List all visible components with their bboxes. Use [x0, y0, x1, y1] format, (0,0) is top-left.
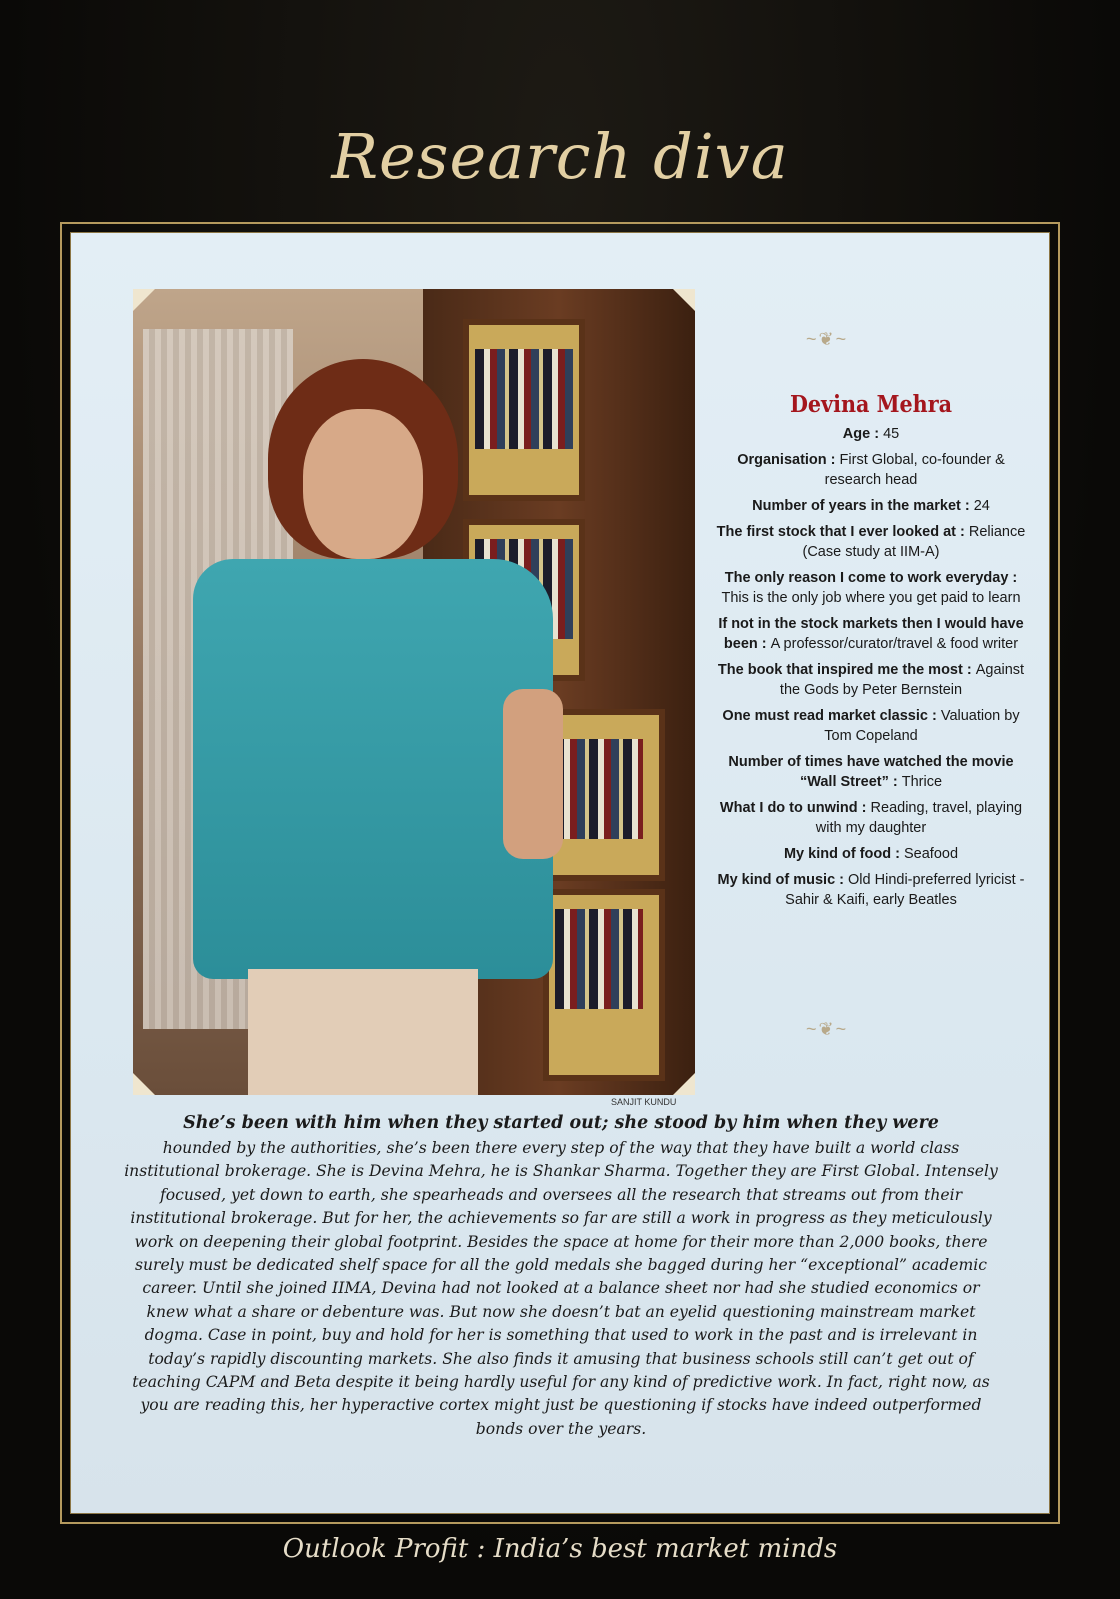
profile-item [711, 798, 1031, 838]
photo-shirt [193, 559, 553, 979]
page-title: Research diva [331, 120, 789, 193]
profile-item-label: Organisation [737, 452, 827, 468]
profile-box [711, 391, 1031, 916]
profile-item [711, 568, 1031, 608]
profile-item-value: This is the only job where you get paid to learn [721, 590, 1021, 606]
profile-item-separator: : [927, 708, 941, 724]
profile-name: Devina Mehra [789, 391, 953, 418]
profile-item-value: A professor/curator/travel & food writer [770, 636, 1019, 652]
profile-item-label: If not in the stock markets then I would have been [718, 616, 1024, 652]
profile-item-label: One must read market classic [722, 708, 928, 724]
profile-item-value: Against the Gods by Peter Bernstein [779, 662, 1025, 698]
profile-item-value: Reading, travel, playing with my daughter [815, 800, 1023, 836]
photo-face [303, 409, 423, 559]
profile-qa-list [711, 424, 1031, 910]
photo-pants [248, 969, 478, 1095]
photo-arm [503, 689, 563, 859]
article [121, 1113, 1001, 1441]
profile-item [711, 496, 1031, 516]
profile-item-value: Thrice [901, 774, 943, 790]
profile-item-label: My kind of music [717, 872, 836, 888]
article-body: hounded by the authorities, she’s been there every step of the way that they have built a world class institutional brokerage. She is Devina Mehra, he is Shankar Sharma. Together they are First Global. Intensely focused, yet down to earth, she spearheads and oversees all the research that streams out from their institutional brokerage. But for her, the achievements so far are still a work in progress as they meticulously work on deepening their global footprint. Besides the space at home for their more than 2,000 books, there surely must be dedicated shelf space for all the gold medals she bagged during her “exceptional” academic career. Until she joined IIMA, Devina had not looked at a balance sheet nor had she studied economics or knew what a share or debenture was. But now she doesn’t bat an eyelid questioning mainstream market dogma. Case in point, buy and hold for her is something that used to work in the past and is irrelevant in today’s rapidly discounting markets. She also finds it amusing that business schools still can’t get out of teaching CAPM and Beta despite it being hardly useful for any kind of predictive work. In fact, right now, as you are reading this, her hyperactive cortex might just be questioning if stocks have indeed outperformed bonds over the years. [124, 1139, 998, 1438]
profile-item-separator: : [962, 662, 976, 678]
profile-item [711, 614, 1031, 654]
profile-item [711, 424, 1031, 444]
profile-item [711, 752, 1031, 792]
profile-item-separator: : [857, 800, 871, 816]
profile-item [711, 450, 1031, 490]
profile-item-value: 24 [973, 498, 990, 514]
profile-item-label: The only reason I come to work everyday [724, 570, 1009, 586]
profile-item-value: Old Hindi-preferred lyricist - Sahir & Kaifi, early Beatles [785, 872, 1025, 908]
profile-item-separator: : [870, 426, 884, 442]
profile-item-separator: : [888, 774, 902, 790]
profile-item-label: What I do to unwind [719, 800, 858, 816]
profile-item-separator: : [757, 636, 771, 652]
article-headline: She’s been with him when they started out; she stood by him when they were [183, 1113, 939, 1133]
ornament-top-icon: ~❦~ [806, 329, 849, 349]
profile-item-value: 45 [883, 426, 900, 442]
profile-item-separator: : [960, 498, 974, 514]
profile-item-value: Seafood [903, 846, 959, 862]
profile-item-separator: : [835, 872, 849, 888]
profile-item-value: Reliance (Case study at IIM-A) [802, 524, 1026, 560]
profile-item-separator: : [956, 524, 969, 540]
profile-item-separator: : [891, 846, 904, 862]
profile-item [711, 870, 1031, 910]
profile-item-separator: : [1008, 570, 1018, 586]
photo-person [173, 359, 573, 1095]
profile-item [711, 844, 1031, 864]
profile-item-value: First Global, co-founder & research head [824, 452, 1005, 488]
profile-item-label: The book that inspired me the most [717, 662, 963, 678]
portrait-photo [133, 289, 695, 1095]
profile-item-label: Age [842, 426, 871, 442]
profile-item [711, 706, 1031, 746]
profile-item-label: Number of years in the market [752, 498, 961, 514]
profile-item [711, 660, 1031, 700]
profile-item-value: Valuation by Tom Copeland [824, 708, 1020, 744]
page-footer: Outlook Profit : India’s best market minds [282, 1534, 838, 1564]
profile-item-label: My kind of food [783, 846, 892, 862]
photo-credit: SANJIT KUNDU [611, 1097, 677, 1107]
profile-item-label: Number of times have watched the movie “Wall Street” [728, 754, 1014, 790]
profile-item-separator: : [826, 452, 840, 468]
content-panel [70, 232, 1050, 1514]
profile-item-label: The first stock that I ever looked at [716, 524, 956, 540]
profile-item [711, 522, 1031, 562]
ornament-bottom-icon: ~❦~ [806, 1019, 849, 1039]
